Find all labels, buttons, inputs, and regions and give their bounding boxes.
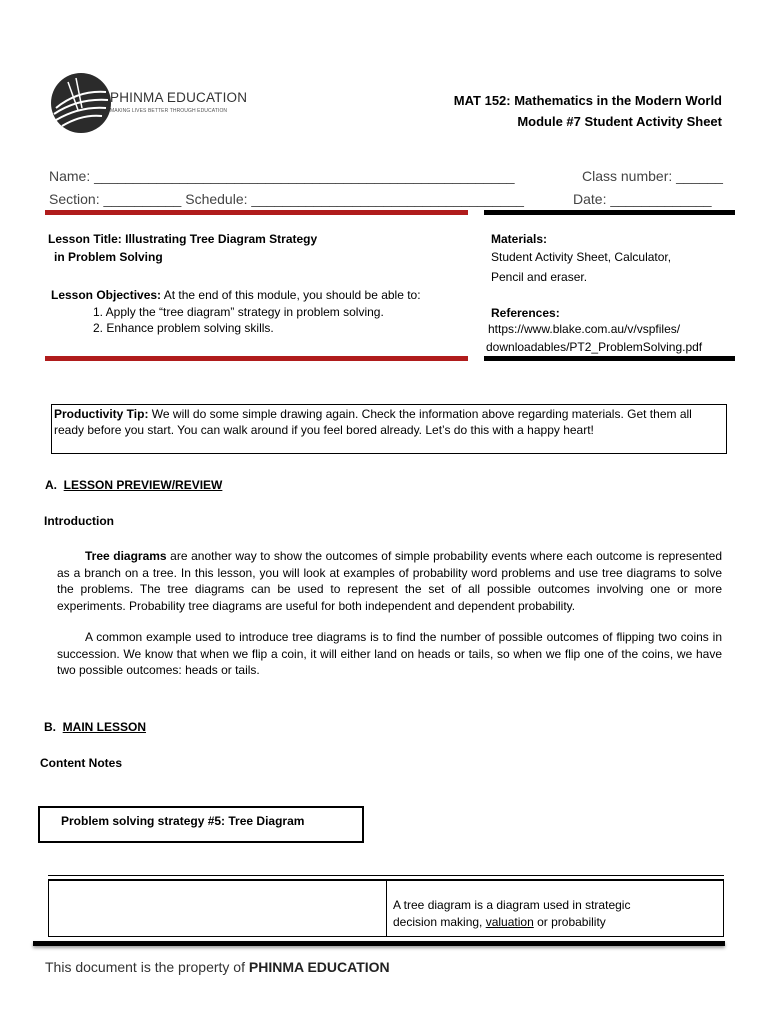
phinma-emblem-icon [48, 70, 118, 136]
divider-red-top [45, 210, 468, 215]
references-label: References: [491, 306, 560, 320]
tree-diagrams-term: Tree diagrams [85, 549, 167, 563]
content-notes-heading: Content Notes [40, 756, 122, 770]
intro-paragraph-2-text: A common example used to introduce tree diagrams is to find the number of possible outcomes of flipping two coins in succession. We know that when we flip a coin, it will either land on heads or tails, so when we flip one of the coins, we have two possible outcomes: heads or tails. [57, 630, 722, 677]
materials-line: Pencil and eraser. [491, 270, 588, 284]
footer-owner: PHINMA EDUCATION [248, 959, 390, 975]
intro-paragraph-2 [57, 629, 722, 679]
lesson-objectives [51, 288, 421, 302]
reference-link[interactable]: https://www.blake.com.au/v/vspfiles/ [488, 322, 681, 336]
class-number-field: Class number: ______ [582, 168, 723, 184]
section-schedule-field: Section: __________ Schedule: ___________________________________ [49, 191, 524, 207]
section-a-heading [45, 478, 222, 492]
table-cell-right [386, 880, 724, 937]
objectives-intro: At the end of this module, you should be able to: [161, 288, 421, 302]
introduction-heading: Introduction [44, 514, 114, 528]
divider-black-top [484, 210, 735, 215]
intro-paragraph-1-text: are another way to show the outcomes of simple probability events where each outcome is represented as a branch on a tree. In this lesson, you will look at examples of probability word problems and use tree diagrams to solve the problems. The tree diagrams can be used to represent the set of all possible outcomes involving one or more experiments. Probability tree diagrams are useful for both independent and dependent probability. [57, 549, 722, 613]
intro-paragraph-1 [57, 548, 722, 614]
footer-prefix: This document is the property of [45, 959, 249, 975]
definition-text-end: or probability [533, 915, 606, 929]
module-title: Module #7 Student Activity Sheet [517, 114, 722, 129]
section-b-title: MAIN LESSON [62, 720, 147, 734]
footer-rule [33, 941, 725, 946]
strategy-box [38, 806, 364, 843]
section-b-heading [44, 720, 146, 734]
materials-line: Student Activity Sheet, Calculator, [491, 250, 672, 264]
definition-line-1: A tree diagram is a diagram used in strategic [393, 898, 631, 912]
section-b-letter: B. [44, 720, 56, 734]
objective-item: 2. Enhance problem solving skills. [93, 321, 274, 335]
footer [45, 959, 390, 975]
strategy-title: Problem solving strategy #5: Tree Diagram [61, 814, 305, 828]
section-a-title: LESSON PREVIEW/REVIEW [63, 478, 223, 492]
tip-label: Productivity Tip: [54, 407, 149, 421]
table-cell-left [48, 880, 387, 937]
tip-text: We will do some simple drawing again. Check the information above regarding materials. Get them all ready before you start. You can walk around if you feel bored already. Let’s do this with a happy heart! [54, 407, 692, 437]
divider-black-bottom [484, 356, 735, 361]
logo-wordmark: PHINMA EDUCATION [110, 90, 248, 105]
course-header [454, 90, 722, 132]
date-field: Date: _____________ [573, 191, 712, 207]
course-title: MAT 152: Mathematics in the Modern World [453, 93, 722, 108]
divider-red-bottom [45, 356, 468, 361]
objective-item: 1. Apply the “tree diagram” strategy in problem solving. [93, 305, 384, 319]
materials-label: Materials: [491, 232, 548, 246]
definition-line-2 [393, 915, 606, 929]
logo-tagline: MAKING LIVES BETTER THROUGH EDUCATION [110, 108, 228, 114]
valuation-link: valuation [485, 915, 534, 929]
definition-text: decision making, [393, 915, 486, 929]
name-field: Name: ______________________________________________________ [49, 168, 515, 184]
lesson-title-line2: in Problem Solving [54, 250, 163, 264]
reference-link[interactable]: downloadables/PT2_ProblemSolving.pdf [486, 340, 703, 354]
section-a-letter: A. [45, 478, 57, 492]
lesson-title: Lesson Title: Illustrating Tree Diagram Strategy [48, 232, 318, 246]
productivity-tip-box [51, 404, 727, 454]
objectives-label: Lesson Objectives: [51, 288, 162, 302]
